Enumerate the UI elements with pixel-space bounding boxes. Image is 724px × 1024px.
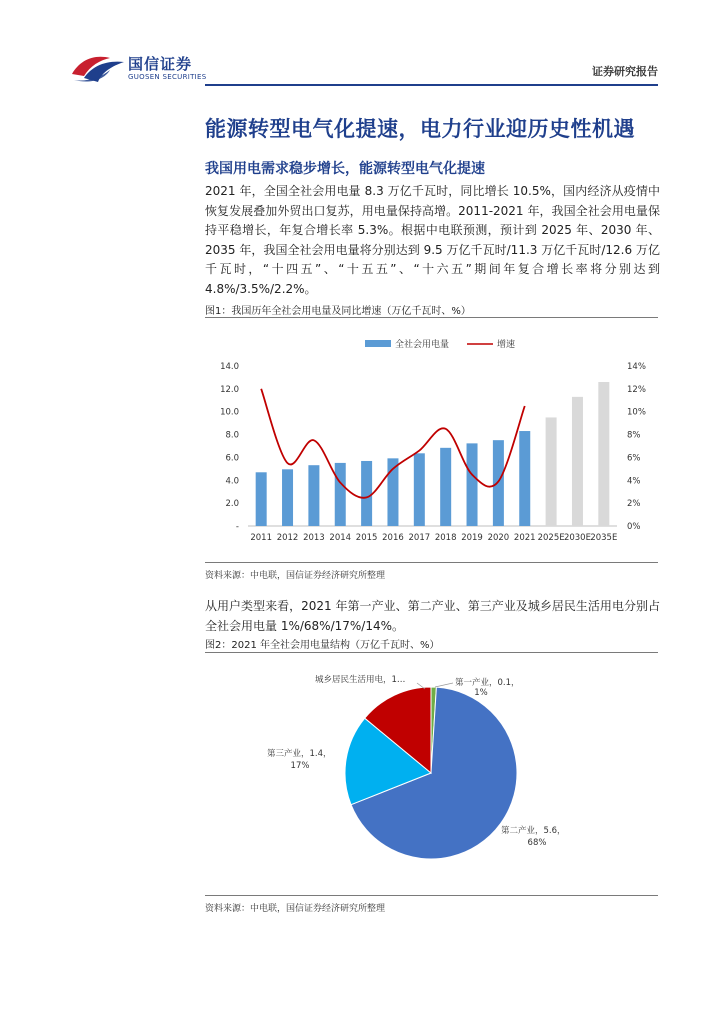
report-type-label: 证券研究报告: [592, 65, 658, 78]
body-paragraph-1: 2021 年，全国全社会用电量 8.3 万亿千瓦时，同比增长 10.5%，国内经济从疫情中恢复发展叠加外贸出口复苏，用电量保持高增。2011-2021 年，我国全社会用电量保持平稳增长，年复合增长率 5.3%。根据中电联预测，预计到 2025 年、2030 年、2035 年，我国全社会用电量将分别达到 9.5 万亿千瓦时/11.3 万亿千瓦时/12.6 万亿千瓦时，“十四五”、“十五五”、“十六五”期间年复合增长率将分别达到 4.8%/3.5%/2.2%。: [205, 184, 660, 296]
bar: [282, 469, 293, 526]
bar: [493, 440, 504, 526]
pie-label: 第一产业，0.1，: [455, 678, 520, 688]
pie-leader-line: [435, 683, 453, 687]
bar: [598, 382, 609, 526]
guosen-logo-icon: [70, 52, 126, 84]
bar: [467, 443, 478, 526]
y-right-tick-label: 4%: [627, 476, 641, 487]
y-right-tick-label: 2%: [627, 499, 641, 510]
y-left-tick-label: -: [235, 522, 239, 532]
figure-1-title: 图1：我国历年全社会用电量及同比增速（万亿千瓦时、%）: [205, 306, 471, 317]
x-tick-label: 2012: [276, 533, 299, 543]
y-right-tick-label: 0%: [627, 522, 641, 532]
electricity-consumption-chart: [205, 320, 660, 558]
pie-percent-label: 1%: [474, 688, 488, 698]
section-subtitle: 我国用电需求稳步增长，能源转型电气化提速: [205, 161, 485, 177]
y-left-tick-label: 2.0: [225, 499, 239, 510]
x-tick-label: 2016: [382, 533, 404, 543]
y-right-tick-label: 8%: [627, 430, 641, 441]
figure-1-bottom-rule: [205, 562, 658, 563]
bar: [440, 448, 451, 526]
bar: [335, 463, 346, 526]
x-tick-label: 2015: [355, 533, 378, 543]
x-tick-label: 2017: [408, 533, 431, 543]
y-right-tick-label: 14%: [627, 362, 646, 372]
bar: [361, 461, 372, 526]
pie-percent-label: 68%: [527, 838, 547, 848]
figure-1-top-rule: [205, 317, 658, 318]
x-tick-label: 2013: [303, 533, 325, 543]
consumption-structure-pie: [205, 655, 660, 893]
y-left-tick-label: 8.0: [225, 430, 239, 441]
legend-label: 增速: [497, 340, 516, 350]
bar: [308, 465, 319, 526]
figure-2-top-rule: [205, 652, 658, 653]
x-tick-label: 2011: [250, 533, 272, 543]
bar: [256, 472, 267, 526]
header-divider: [205, 84, 658, 86]
x-tick-label: 2019: [461, 533, 483, 543]
x-tick-label: 2035E: [590, 533, 618, 543]
bar: [414, 453, 425, 526]
y-right-tick-label: 10%: [627, 407, 646, 418]
x-tick-label: 2020: [487, 533, 510, 543]
figure-2-bottom-rule: [205, 895, 658, 896]
x-tick-label: 2025E: [537, 533, 565, 543]
legend-bar-swatch: [365, 340, 391, 347]
figure-1-source: 资料来源：中电联，国信证券经济研究所整理: [205, 571, 386, 581]
logo-text-en: GUOSEN SECURITIES: [128, 73, 207, 81]
page-title: 能源转型电气化提速，电力行业迎历史性机遇: [205, 117, 635, 141]
x-tick-label: 2021: [513, 533, 536, 543]
bar: [519, 431, 530, 526]
figure-2-source: 资料来源：中电联，国信证券经济研究所整理: [205, 904, 386, 914]
x-tick-label: 2030E: [563, 533, 591, 543]
y-right-tick-label: 12%: [627, 384, 646, 395]
y-left-tick-label: 4.0: [225, 476, 239, 487]
y-right-tick-label: 6%: [627, 453, 641, 464]
bar: [546, 417, 557, 526]
logo-text-cn: 国信证券: [128, 55, 193, 73]
pie-label: 城乡居民生活用电，1…: [315, 675, 406, 685]
figure-2-title: 图2：2021 年全社会用电量结构（万亿千瓦时、%）: [205, 640, 440, 651]
y-left-tick-label: 6.0: [225, 453, 239, 464]
x-tick-label: 2018: [434, 533, 457, 543]
pie-percent-label: 17%: [290, 761, 310, 771]
pie-label: 第三产业，1.4，: [267, 749, 332, 759]
bar: [572, 397, 583, 526]
body-paragraph-2: 从用户类型来看，2021 年第一产业、第二产业、第三产业及城乡居民生活用电分别占全社会用电量 1%/68%/17%/14%。: [205, 599, 660, 633]
legend-label: 全社会用电量: [395, 340, 450, 350]
y-left-tick-label: 12.0: [220, 384, 239, 395]
y-left-tick-label: 10.0: [220, 407, 239, 418]
pie-label: 第二产业，5.6，: [501, 826, 566, 836]
y-left-tick-label: 14.0: [220, 362, 239, 372]
x-tick-label: 2014: [329, 533, 352, 543]
